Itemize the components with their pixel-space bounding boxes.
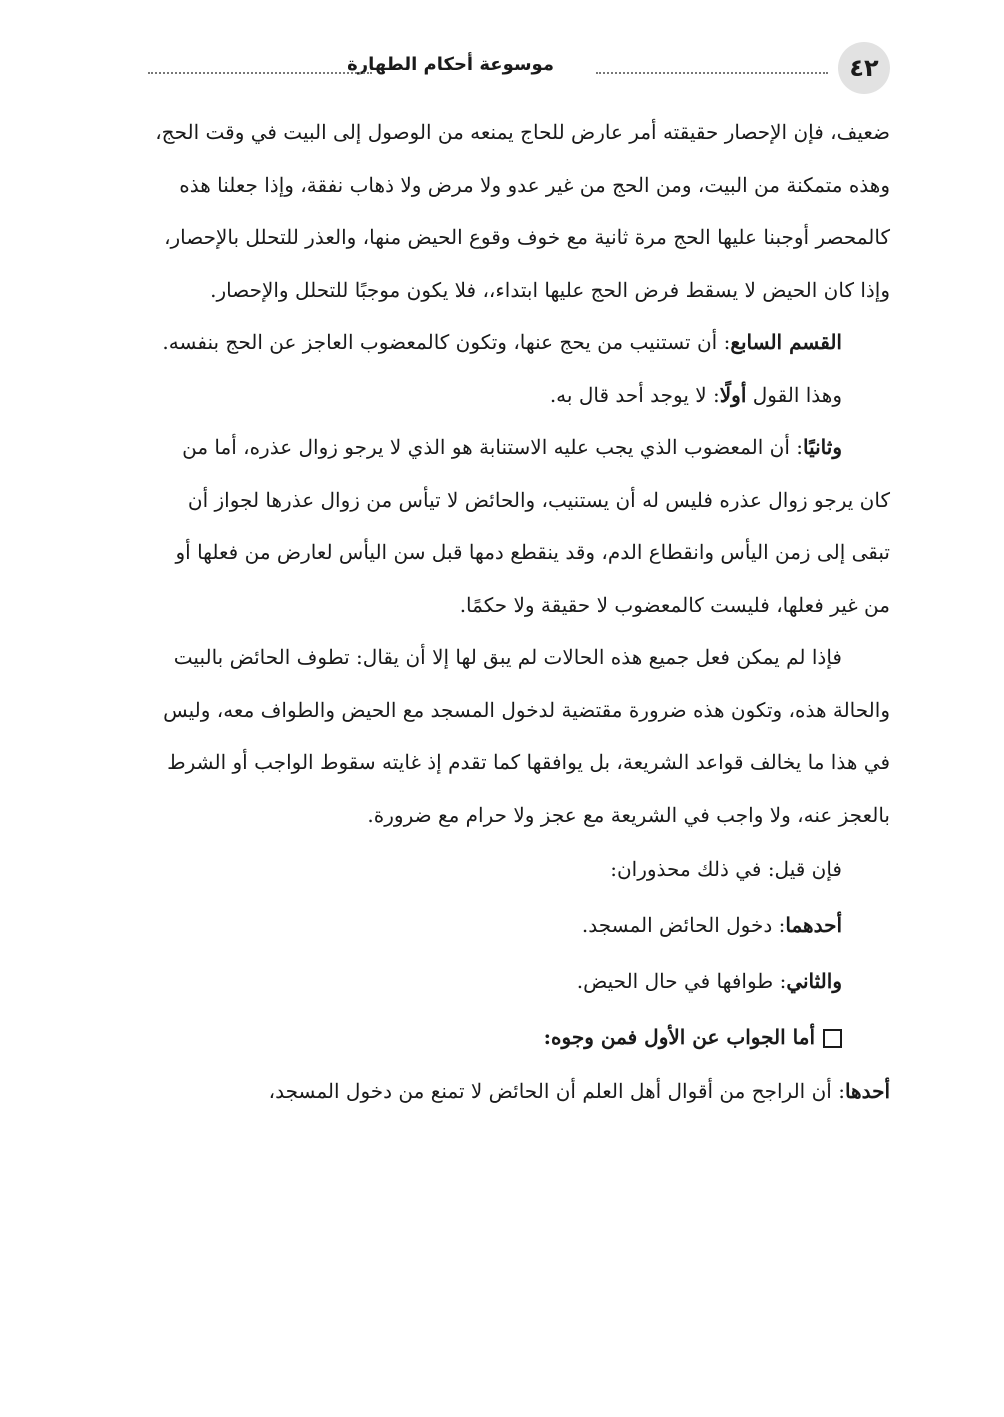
second-point-label: وثانيًا — [802, 435, 842, 459]
objection-first-label: أحدهما — [785, 913, 842, 937]
section-seven-text: : أن تستنيب من يحج عنها، وتكون كالمعضوب العاجز عن الحج بنفسه. — [162, 330, 731, 354]
objection-first — [146, 897, 890, 953]
paragraph-continuation: ضعيف، فإن الإحصار حقيقته أمر عارض للحاج يمنعه من الوصول إلى البيت في وقت الحج، وهذه متمكنة من البيت، ومن الحج من غير عدو ولا مرض ولا ذهاب نفقة، وإذا جعلنا هذه كالمحصر أوجبنا عليها الحج مرة ثانية مع خوف وقوع الحيض منها، والعذر للتحلل بالإحصار، وإذا كان الحيض لا يسقط فرض الحج عليها ابتداء،، فلا يكون موجبًا للتحلل والإحصار. — [155, 120, 890, 302]
paragraph-first-point — [146, 369, 890, 422]
square-bullet-icon — [823, 1029, 842, 1048]
objection-first-text: : دخول الحائض المسجد. — [581, 913, 786, 937]
first-point-text: : لا يوجد أحد قال به. — [549, 382, 720, 407]
section-seven-label: القسم السابع — [730, 330, 842, 354]
objection-second-label: والثاني — [786, 969, 842, 993]
first-point-label: أولًا — [719, 382, 747, 407]
objection-second — [146, 953, 890, 1009]
paragraph-section-seven — [146, 316, 890, 369]
page-body — [146, 106, 890, 1118]
answer-heading — [146, 1009, 890, 1065]
objection-intro: فإن قيل: في ذلك محذوران: — [610, 857, 842, 881]
first-point-prefix: وهذا القول — [746, 382, 842, 407]
running-header — [146, 42, 890, 98]
header-dotted-rule-right — [596, 72, 828, 74]
answer-first — [146, 1065, 890, 1118]
page-number: ٤٢ — [838, 42, 890, 94]
answer-first-label: أحدها — [844, 1079, 890, 1103]
paragraph-second-point — [146, 421, 890, 631]
book-title: موسوعة أحكام الطهارة — [347, 54, 554, 75]
paragraph-conclusion: فإذا لم يمكن فعل جميع هذه الحالات لم يبق لها إلا أن يقال: تطوف الحائض بالبيت والحالة هذه، وتكون هذه ضرورة مقتضية لدخول المسجد مع الحيض والطواف معه، وليس في هذا ما يخالف قواعد الشريعة، بل يوافقها كما تقدم إذ غايته سقوط الواجب أو الشرط بالعجز عنه، ولا واجب في الشريعة مع عجز ولا حرام مع ضرورة. — [163, 645, 890, 827]
second-point-text: : أن المعضوب الذي يجب عليه الاستنابة هو الذي لا يرجو زوال عذره، أما من كان يرجو زوال عذره فليس له أن يستنيب، والحائض لا تيأس من زوال عذرها لجواز أن تبقى إلى زمن اليأس وانقطاع الدم، وقد ينقطع دمها قبل سن اليأس لعارض من فعلها أو من غير فعلها، فليست كالمعضوب لا حقيقة ولا حكمًا. — [175, 435, 890, 617]
header-dotted-rule-left — [148, 72, 372, 74]
answer-heading-text: أما الجواب عن الأول فمن وجوه: — [543, 1025, 815, 1049]
answer-first-text: : أن الراجح من أقوال أهل العلم أن الحائض لا تمنع من دخول المسجد، — [268, 1079, 845, 1103]
objection-second-text: : طوافها في حال الحيض. — [576, 969, 787, 993]
